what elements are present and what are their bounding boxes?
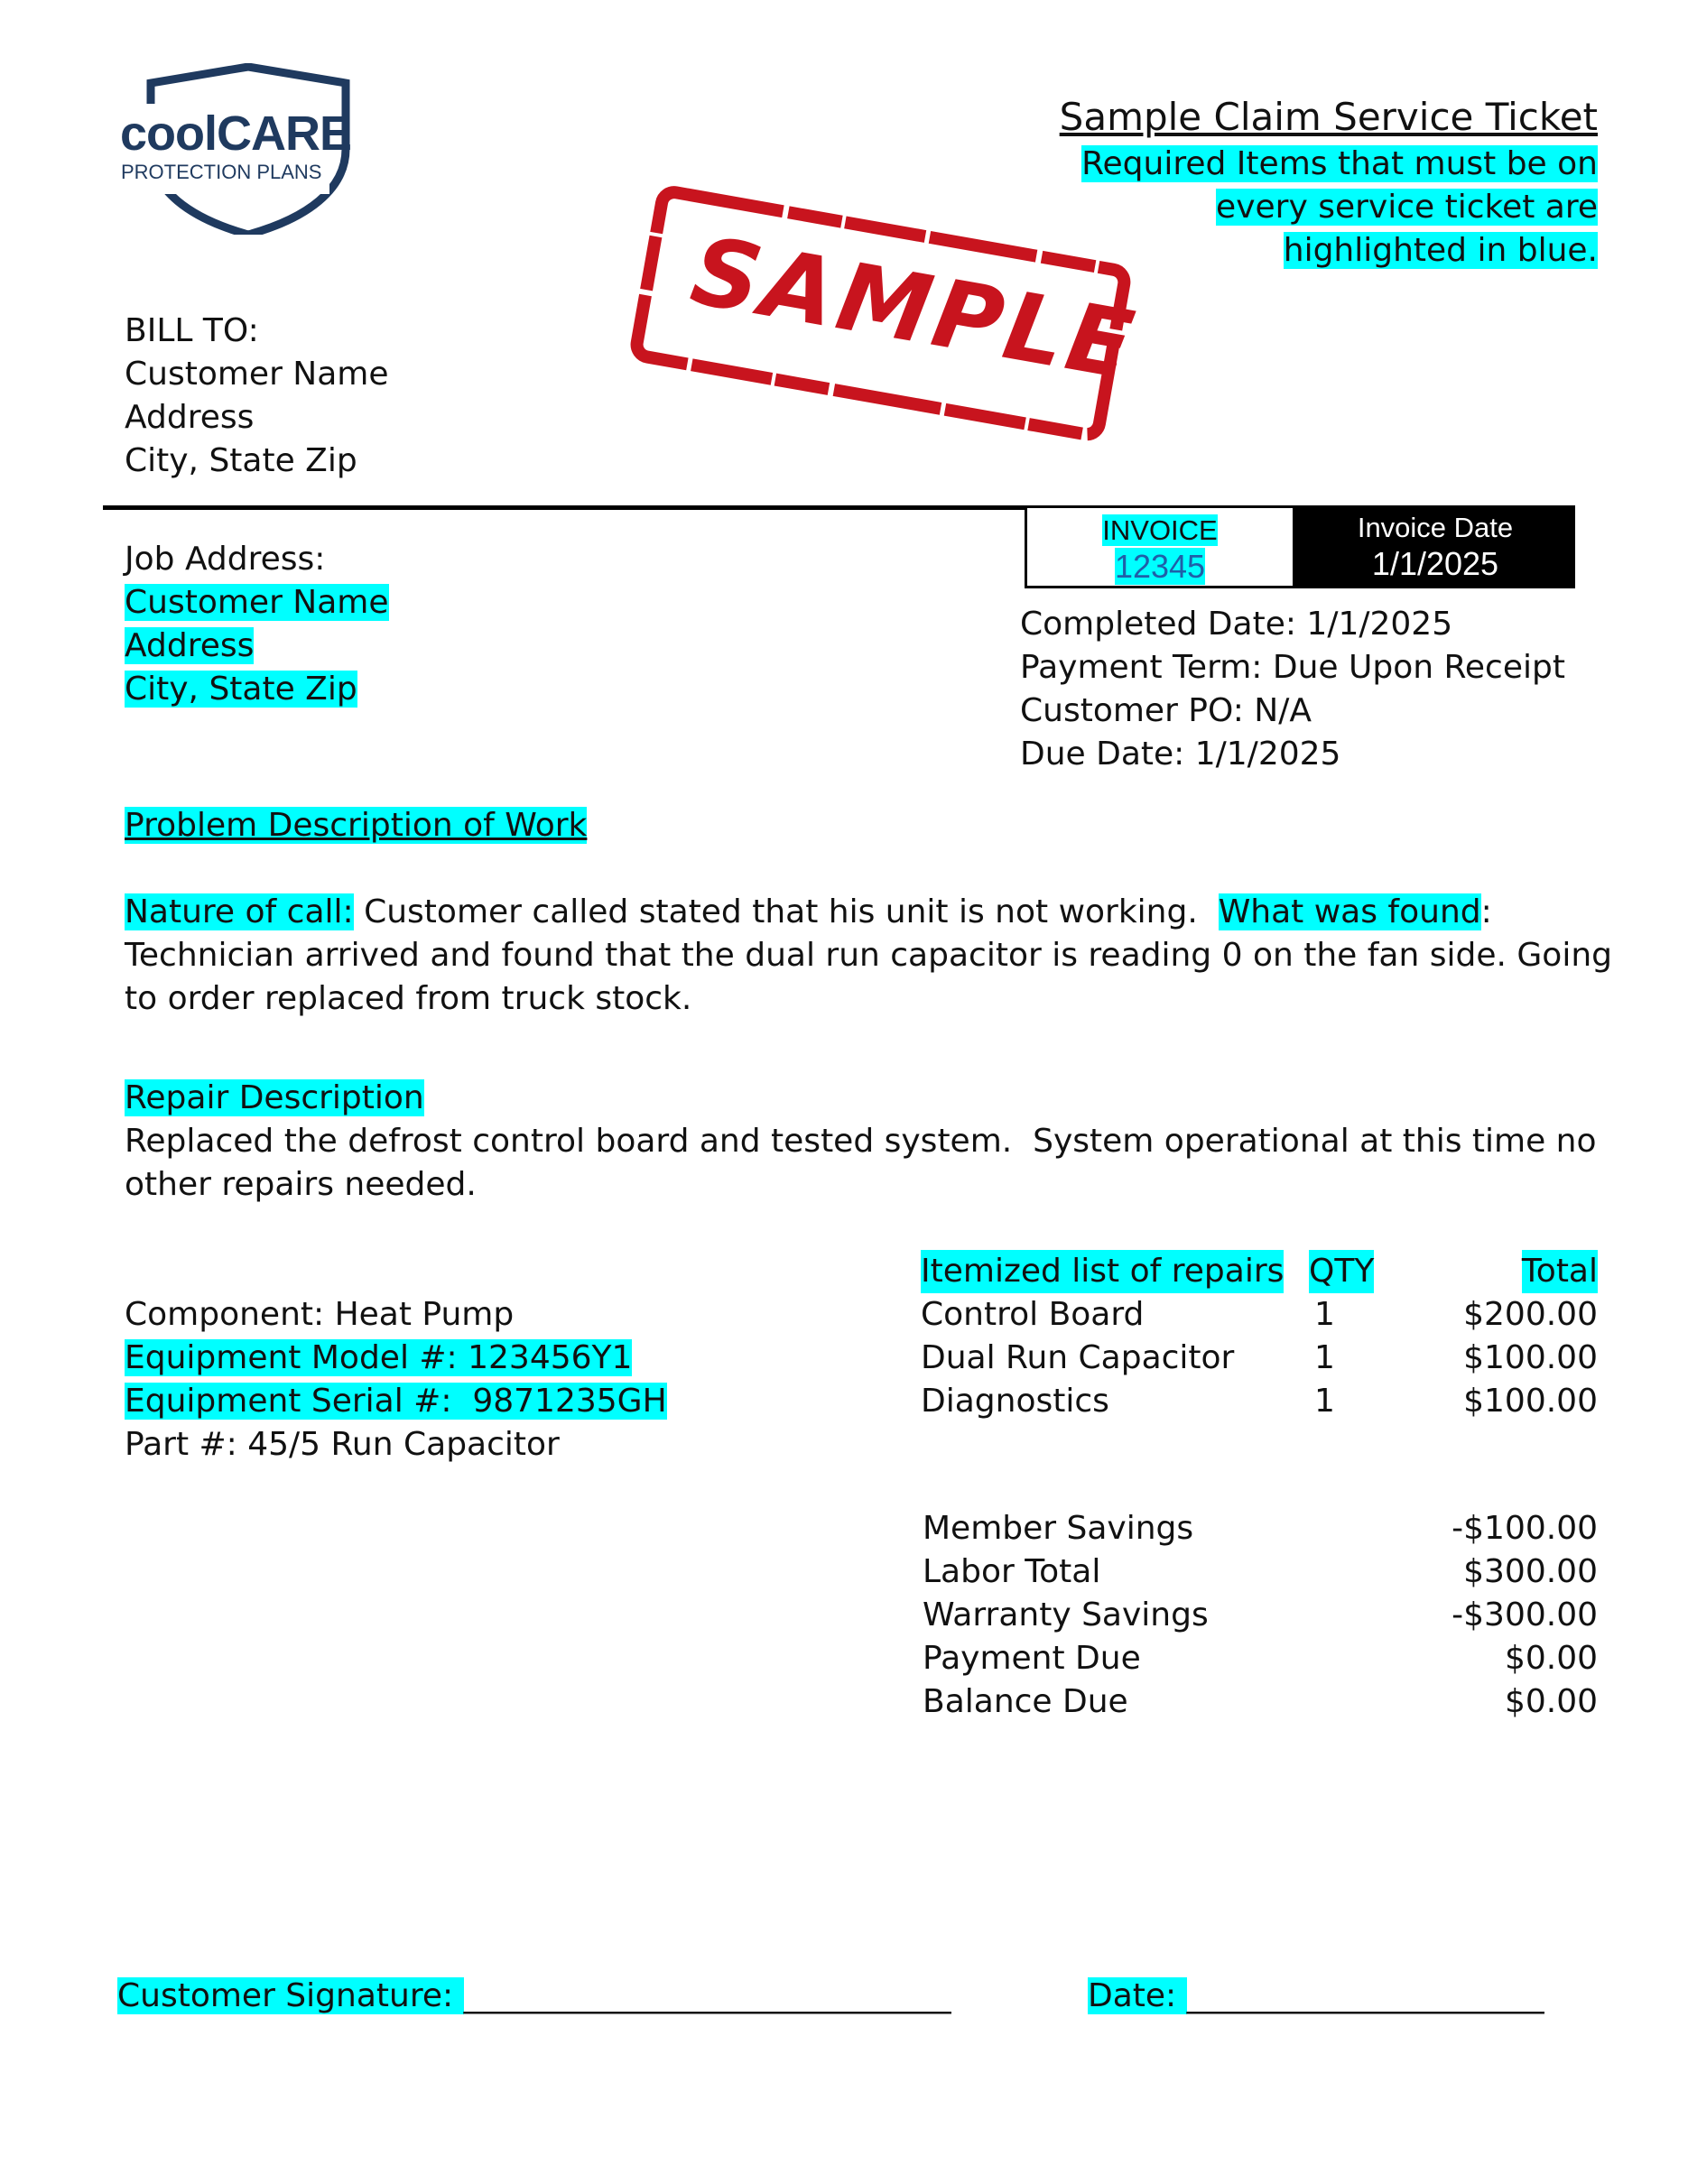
job-address-name: Customer Name — [125, 584, 389, 621]
table-row — [921, 1337, 1598, 1380]
invoice-date-box — [1295, 505, 1575, 588]
bill-to-city: City, State Zip — [125, 442, 357, 479]
summary-value: $300.00 — [1463, 1553, 1598, 1590]
job-address-block — [125, 538, 389, 711]
summary-label: Balance Due — [923, 1683, 1128, 1720]
equipment-component: Component: Heat Pump — [125, 1296, 515, 1333]
required-note-line-2: every service ticket are — [1216, 189, 1598, 226]
nature-of-call-label: Nature of call: — [125, 893, 354, 930]
table-row — [921, 1380, 1598, 1423]
table-row — [921, 1293, 1598, 1337]
row-item: Control Board — [921, 1296, 1145, 1333]
row-total: $200.00 — [1463, 1296, 1598, 1333]
equipment-model: Equipment Model #: 123456Y1 — [125, 1339, 633, 1376]
summary-row — [923, 1507, 1598, 1550]
what-was-found-label: What was found — [1218, 893, 1481, 930]
job-address-address: Address — [125, 627, 255, 664]
summary-label: Payment Due — [923, 1640, 1141, 1677]
date-label: Date: — [1088, 1977, 1187, 2014]
required-note-line-1: Required Items that must be on — [1081, 145, 1598, 182]
repair-line-2: other repairs needed. — [125, 1166, 477, 1203]
problem-description — [125, 891, 1612, 1021]
summary-row — [923, 1637, 1598, 1680]
problem-line-3: to order replaced from truck stock. — [125, 980, 692, 1017]
date-row — [1088, 1975, 1544, 2018]
invoice-number-box — [1025, 505, 1295, 588]
nature-of-call-text: Customer called stated that his unit is not working. — [353, 893, 1219, 930]
equipment-serial: Equipment Serial #: 9871235GH — [125, 1383, 667, 1420]
summary-value: $0.00 — [1504, 1640, 1598, 1677]
invoice-details — [1020, 603, 1565, 776]
customer-signature-line[interactable]: ______________________________ — [463, 1977, 951, 2014]
completed-date: Completed Date: 1/1/2025 — [1020, 606, 1453, 643]
what-was-found-colon: : — [1480, 893, 1492, 930]
bill-to-address: Address — [125, 399, 255, 436]
page-title: Sample Claim Service Ticket — [1059, 95, 1598, 139]
row-item: Dual Run Capacitor — [921, 1339, 1235, 1376]
due-date: Due Date: 1/1/2025 — [1020, 736, 1341, 773]
logo-brand-care: CARE — [217, 106, 352, 161]
summary-value: $0.00 — [1504, 1683, 1598, 1720]
summary-label: Member Savings — [923, 1510, 1194, 1547]
header-item: Itemized list of repairs — [921, 1250, 1284, 1293]
summary-label: Warranty Savings — [923, 1596, 1209, 1633]
row-qty: 1 — [1314, 1339, 1335, 1376]
invoice-label: INVOICE — [1102, 514, 1218, 546]
row-total: $100.00 — [1463, 1339, 1598, 1376]
date-line[interactable]: ______________________ — [1186, 1977, 1544, 2014]
row-qty: 1 — [1314, 1296, 1335, 1333]
job-address-city: City, State Zip — [125, 671, 357, 708]
bill-to-label: BILL TO: — [125, 312, 259, 349]
summary-row — [923, 1594, 1598, 1637]
summary-label: Labor Total — [923, 1553, 1101, 1590]
logo-tagline: PROTECTION PLANS — [121, 161, 322, 183]
row-qty: 1 — [1314, 1383, 1335, 1420]
signature-row — [117, 1975, 951, 2018]
problem-line-2: Technician arrived and found that the dual run capacitor is reading 0 on the fan side. Going — [125, 937, 1612, 974]
problem-heading: Problem Description of Work — [125, 807, 588, 844]
summary-value: -$300.00 — [1451, 1596, 1598, 1633]
equipment-block — [125, 1293, 667, 1467]
job-address-label: Job Address: — [125, 541, 326, 578]
coolcare-logo — [113, 63, 370, 235]
row-item: Diagnostics — [921, 1383, 1109, 1420]
equipment-part: Part #: 45/5 Run Capacitor — [125, 1426, 560, 1463]
row-total: $100.00 — [1463, 1383, 1598, 1420]
invoice-number: 12345 — [1114, 548, 1206, 585]
table-header-row — [921, 1250, 1598, 1293]
bill-to-block — [125, 310, 389, 483]
repair-heading: Repair Description — [125, 1079, 424, 1116]
summary-row — [923, 1550, 1598, 1594]
summary-totals — [923, 1507, 1598, 1724]
required-note-line-3: highlighted in blue. — [1283, 232, 1598, 269]
payment-term: Payment Term: Due Upon Receipt — [1020, 649, 1565, 686]
repair-description — [125, 1077, 1597, 1207]
stamp-text: SAMPLE — [683, 215, 1145, 402]
summary-row — [923, 1680, 1598, 1724]
customer-signature-label: Customer Signature: — [117, 1977, 464, 2014]
logo-brand-cool: cool — [120, 106, 218, 161]
invoice-date-label: Invoice Date — [1357, 512, 1514, 543]
customer-po: Customer PO: N/A — [1020, 692, 1312, 729]
sample-stamp — [623, 180, 1145, 451]
summary-value: -$100.00 — [1451, 1510, 1598, 1547]
required-note — [1081, 143, 1598, 273]
repairs-table — [921, 1250, 1598, 1423]
repair-line-1: Replaced the defrost control board and tested system. System operational at this time no — [125, 1123, 1597, 1160]
header-qty: QTY — [1309, 1250, 1374, 1293]
header-total: Total — [1522, 1250, 1598, 1293]
invoice-date: 1/1/2025 — [1371, 545, 1499, 582]
bill-to-name: Customer Name — [125, 356, 389, 393]
